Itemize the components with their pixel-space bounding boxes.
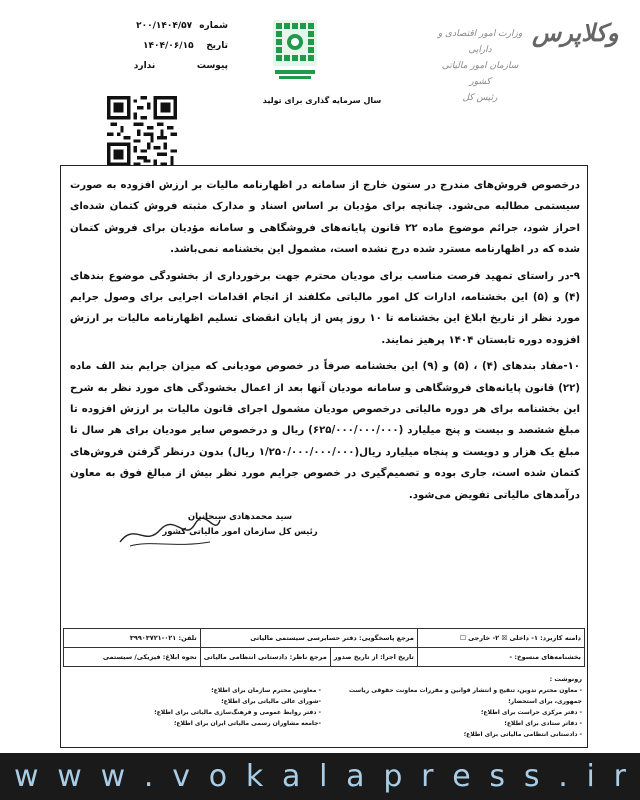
scope-cell: دامنه کاربرد: ۱- داخلی ☒ ۲- خارجی ☐: [417, 629, 584, 648]
letter-attachment-value: ندارد: [133, 61, 156, 71]
signature-block: [150, 510, 330, 540]
list-item: - دادستانی انتظامی مالیاتی برای اطلاع؛: [463, 731, 582, 738]
year-slogan: سال سرمایه گذاری برای تولید: [262, 96, 382, 105]
effective-date-cell: تاریخ اجرا: از تاریخ صدور: [330, 648, 417, 667]
url-char: a: [281, 759, 301, 794]
cc-title: رونوشت :: [549, 675, 582, 683]
responder-cell: مرجع پاسخگویی: دفتر حسابرسی سیستمی مالیاتی: [200, 629, 417, 648]
url-char: l: [319, 759, 328, 794]
ministry-line-3: رئیس کل: [462, 93, 498, 103]
ministry-letterhead: [430, 26, 530, 106]
paragraph-continuation: درخصوص فروش‌های مندرج در ستون خارج از سامانه در اظهارنامه مالیات بر ارزش افزوده به صورت سیستمی مطالبه می‌شود. چنانچه برای مؤدیان بر اساس اسناد و مدارک مثبته فروش کتمان شده‌ای احراز شود، جرائم موضوع ماده ۲۲ قانون پایانه‌های فروشگاهی و سامانه مؤدیان برای فروش کتمان شده که در اظهارنامه مسترد شده درج نشده است، مشمول این بخشنامه نمی‌باشد.: [70, 180, 580, 256]
website-banner: [0, 753, 640, 800]
paragraph-clause-9: ۹-در راستای تمهید فرصت مناسب برای مودیان محترم جهت برخورداری از بخشودگی موضوع بندهای (۴) و (۵) این بخشنامه، ادارات کل امور مالیاتی مکلفند از انجام اقدامات اجرایی برای وصول جرایم مورد نظر از تاریخ ابلاغ این بخشنامه تا ۱۰ روز پس از پایان انقضای تسلیم اظهارنامه مالیات بر ارزش افزوده دوره تابستان ۱۴۰۴ پرهیز نمایند.: [70, 270, 580, 346]
letter-attachment-row: [88, 56, 228, 76]
letter-meta: [88, 16, 228, 76]
url-char: s: [489, 759, 506, 794]
document-info-table: [63, 628, 585, 667]
list-item: - دفتر مرکزی حراست برای اطلاع؛: [481, 709, 582, 716]
url-char: r: [421, 759, 434, 794]
letter-date-label: تاریخ: [206, 41, 228, 51]
ministry-line-2: سازمان امور مالیاتی کشور: [441, 61, 519, 87]
document-body: [70, 175, 580, 511]
url-char: i: [586, 759, 595, 794]
supervisor-cell: مرجع ناظر: دادستانی انتظامی مالیاتی: [200, 648, 330, 667]
list-item: - معاونین محترم سازمان برای اطلاع؛: [211, 687, 321, 694]
list-item: -شورای عالی مالیاتی برای اطلاع؛: [221, 698, 321, 705]
url-char: e: [452, 759, 471, 794]
url-char: v: [172, 759, 190, 794]
phone-cell: تلفن: ۰۲۱-۳۹۹۰۳۷۲۱: [64, 629, 201, 648]
url-char: a: [346, 759, 365, 794]
ministry-line-1: وزارت امور اقتصادی و دارایی: [437, 29, 523, 55]
url-char: w: [14, 759, 39, 794]
table-row: [64, 629, 585, 648]
url-char: s: [523, 759, 540, 794]
tax-organization-emblem-icon: [270, 18, 320, 82]
signatory-title: رئیس کل سازمان امور مالیاتی کشور: [162, 527, 318, 537]
list-item: - دفتر روابط عمومی و فرهنگ‌سازی مالیاتی برای اطلاع؛: [154, 709, 321, 716]
letter-date-value: ۱۴۰۴/۰۶/۱۵: [143, 41, 194, 51]
letter-number-label: شماره: [199, 21, 228, 31]
cc-column-right: [327, 674, 582, 740]
list-item: - معاون محترم تدوین، تنقیح و انتشار قوانین و مقررات معاونت حقوقی ریاست جمهوری، برای استحضار؛: [348, 687, 582, 705]
url-char: w: [100, 759, 126, 794]
delivery-method-cell: نحوه ابلاغ: فیزیکی/ سیستمی: [64, 648, 201, 667]
url-char: o: [208, 759, 228, 794]
table-row: [64, 648, 585, 667]
vokalapress-watermark-logo: وکلاپرس: [532, 18, 619, 47]
paragraph-clause-10: ۱۰-مفاد بندهای (۴) ، (۵) و (۹) این بخشنامه صرفاً در خصوص مودیانی که میزان جرایم بند الف ماده (۲۲) قانون پایانه‌های فروشگاهی و سامانه مودیان آنها بعد از اعمال بخشودگی های مورد نظر به شرح این بخشنامه برای هر دوره مالیاتی درخصوص مودیان مشمول اجرای قانون مالیات بر ارزش افزوده تا مبلغ ششصد و بیست و پنج میلیارد (۶۲۵/۰۰۰/۰۰۰/۰۰۰) ریال و درخصوص سایر مودیان برای هر سال تا مبلغ یک هزار و دویست و پنجاه میلیارد ریال(۱/۲۵۰/۰۰۰/۰۰۰/۰۰۰ ریال) بدون درنظر گرفتن فروش‌های کتمان شده است، جاری بوده و تصمیم‌گیری در خصوص جرایم مورد نظر بیش از مبالغ فوق به معاون درآمدهای مالیاتی تفویض می‌شود.: [70, 361, 580, 501]
website-url-text: [0, 753, 640, 800]
qr-code-icon: [107, 96, 177, 166]
url-char: p: [383, 759, 403, 794]
cc-column-left: [66, 685, 321, 729]
url-char: w: [57, 759, 82, 794]
letter-number-row: [88, 16, 228, 36]
letter-number-value: ۲۰۰/۱۴۰۴/۵۷: [136, 21, 193, 31]
url-char: .: [558, 759, 568, 794]
letter-date-row: [88, 36, 228, 56]
signatory-name: سید محمدهادی سبحانیان: [187, 512, 293, 522]
url-char: k: [245, 759, 264, 794]
url-char: r: [613, 759, 626, 794]
list-item: - دفاتر ستادی برای اطلاع؛: [504, 720, 582, 727]
letter-attachment-label: پیوست: [196, 61, 228, 71]
obsolete-circulars-cell: بخشنامه‌های منسوخ: -: [417, 648, 584, 667]
list-item: -جامعه مشاوران رسمی مالیاتی ایران برای اطلاع؛: [174, 720, 321, 727]
url-char: .: [143, 759, 154, 794]
